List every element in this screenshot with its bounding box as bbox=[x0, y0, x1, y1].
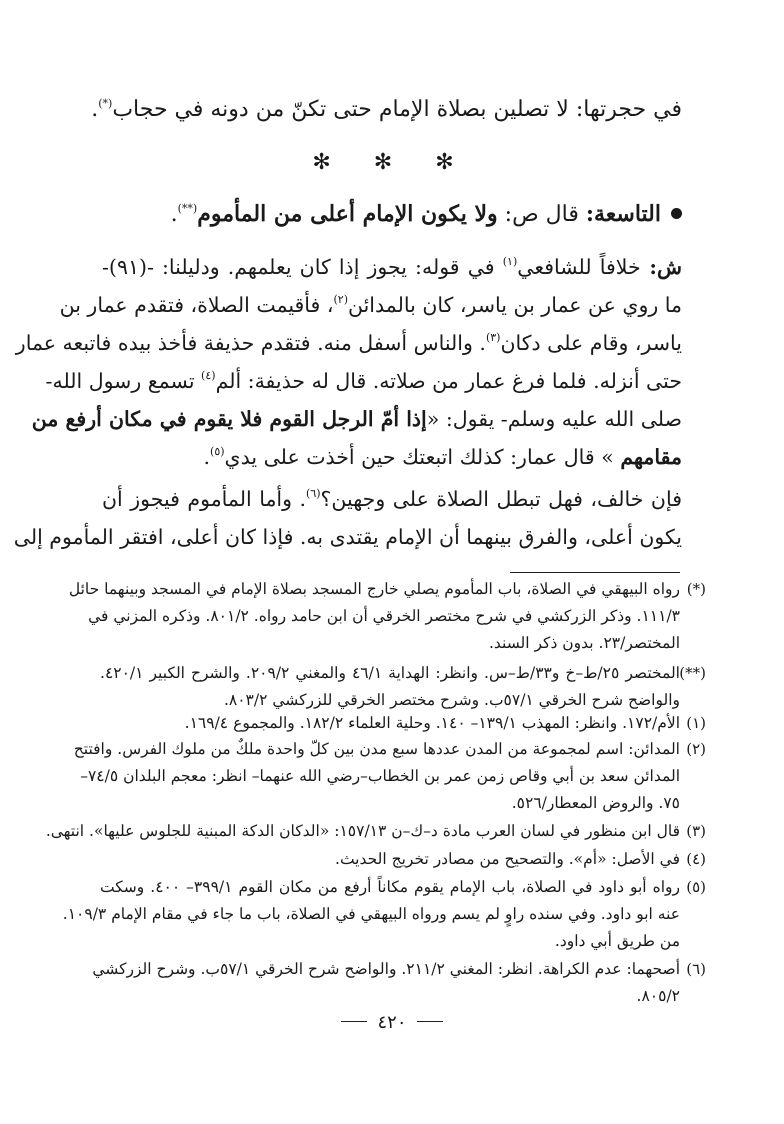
footnote-number: (٢) bbox=[686, 740, 706, 758]
page-number-text: ٤٢٠ bbox=[377, 1012, 407, 1033]
footnote-line: الأم/١٧٢. وانظر: المهذب ١٣٩/١– ١٤٠. وحلية العلماء ١٨٢/٢. والمجموع ١٦٩/٤. bbox=[184, 714, 680, 732]
footnote-3 bbox=[45, 818, 706, 845]
footnote-line: ٨٠٥/٢. bbox=[636, 987, 680, 1005]
footnote-line: رواه أبو داود في الصلاة، باب الإمام يقوم مكاناً أرفع من مكان القوم ٣٩٩/١– ٤٠٠. وسكت bbox=[100, 878, 680, 896]
footnote-ref: (٦) bbox=[306, 487, 321, 500]
text-span: ما روي عن عمار بن ياسر، كان بالمدائن bbox=[348, 293, 682, 317]
text-span: . bbox=[203, 445, 211, 469]
text-span: حتى أنزله. فلما فرغ عمار من صلاته. قال له حذيفة: ألم bbox=[215, 369, 682, 393]
text-line bbox=[15, 324, 682, 362]
footnote-1 bbox=[100, 710, 706, 737]
footnote-ref: (٤) bbox=[201, 369, 216, 382]
footnote-line: من طريق أبي داود. bbox=[554, 932, 680, 950]
footnote-line: ٧٥. والروض المعطار/٥٢٦. bbox=[511, 794, 680, 812]
footnote-number: (٤) bbox=[686, 850, 706, 868]
footnote-line: المختصر/٢٣. بدون ذكر السند. bbox=[488, 634, 680, 652]
footnote-2 bbox=[73, 736, 706, 817]
footnote-line: المدائن سعد بن أبي وقاص زمن عمر بن الخطاب–رضي الله عنهما– انظر: معجم البلدان ٧٤/٥– bbox=[80, 767, 680, 785]
bullet-icon bbox=[671, 208, 682, 219]
text-line bbox=[13, 518, 682, 556]
text-span: ياسر، وقام على دكان bbox=[500, 331, 682, 355]
footnote-line: والواضح شرح الخرقي ٥٧/١ب. وشرح مختصر الخرقي للزركشي ٨٠٣/٢. bbox=[223, 691, 680, 709]
text-span: يكون أعلى، والفرق بينهما أن الإمام يقتدى به. فإذا كان أعلى، افتقر المأموم إلى bbox=[13, 525, 682, 549]
top-line-end: . bbox=[91, 97, 99, 122]
footnote-ref: (١) bbox=[502, 255, 518, 268]
text-span: تسمع رسول الله- bbox=[45, 369, 202, 393]
footnote-line: المدائن: اسم لمجموعة من المدن عددها سبع مدن بين كلّ واحدة ملكٌ من ملوك الفرس. وافتتح bbox=[73, 740, 680, 758]
footnote-line: المختصر ٢٥/ط–خ و٣٣/ط–س. وانظر: الهداية ٤٦/١ والمغني ٢٠٩/٢. والشرح الكبير ٤٢٠/١. bbox=[100, 664, 680, 682]
heading-intro: قال ص: bbox=[504, 202, 579, 227]
footnote-star1 bbox=[68, 576, 706, 657]
section-heading bbox=[102, 196, 682, 233]
heading-end: . bbox=[170, 202, 178, 227]
footnote-number: (*) bbox=[686, 580, 706, 598]
paragraph-1 bbox=[15, 248, 682, 476]
text-span: خلافاً للشافعي bbox=[517, 255, 641, 279]
footnote-4 bbox=[100, 846, 706, 873]
footnote-ref: (٥) bbox=[210, 445, 225, 458]
text-span: » قال عمار: كذلك اتبعتك حين أخذت على يدي bbox=[224, 445, 614, 469]
top-line-text: في حجرتها: لا تصلين بصلاة الإمام حتى تكنّ من دونه في حجاب bbox=[112, 97, 682, 122]
text-span: صلى الله عليه وسلم- يقول: « bbox=[426, 407, 682, 431]
text-span: . والناس أسفل منه. فتقدم حذيفة فأخذ بيده فاتبعه عمار bbox=[15, 331, 486, 355]
text-line bbox=[59, 286, 682, 324]
footnote-divider bbox=[510, 572, 680, 573]
footnote-line: في الأصل: «أم». والتصحيح من مصادر تخريج الحديث. bbox=[335, 850, 680, 868]
footnote-number: (١) bbox=[686, 714, 706, 732]
footnote-star2 bbox=[100, 660, 706, 714]
heading-lead: التاسعة: bbox=[585, 201, 661, 227]
text-span: ، فأقيمت الصلاة، فتقدم عمار بن bbox=[59, 293, 334, 317]
text-span: فإن خالف، فهل تبطل الصلاة على وجهين؟ bbox=[320, 487, 682, 511]
text-span: في قوله: يجوز إذا كان يعلمهم. ودليلنا: -(٩١)- bbox=[102, 255, 503, 279]
footnote-number: (**) bbox=[679, 664, 706, 682]
footnote-line: عنه ابو داود. وفي سنده راوٍ لم يسم ورواه البيهقي في الصلاة، باب ما جاء في مقام الإمام ١٠٩/٣. bbox=[62, 905, 680, 923]
text-line bbox=[31, 400, 682, 438]
footnote-ref: (٢) bbox=[333, 293, 348, 306]
text-line bbox=[102, 480, 682, 518]
hadith-text: إذا أمّ الرجل القوم فلا يقوم في مكان أرفع من bbox=[31, 407, 427, 431]
footnote-line: أصحهما: عدم الكراهة. انظر: المغني ٢١١/٢. والواضح شرح الخرقي ٥٧/١ب. وشرح الزركشي bbox=[92, 960, 680, 978]
footnote-line: ١١١/٣. وذكر الزركشي في شرح مختصر الخرقي أن ابن حامد رواه. ٨٠١/٢. وذكره المزني في bbox=[88, 607, 680, 625]
text-line bbox=[102, 438, 682, 476]
footnote-ref: (٣) bbox=[485, 331, 501, 344]
footnote-number: (٣) bbox=[686, 822, 706, 840]
footnote-5 bbox=[62, 874, 706, 955]
paragraph-2 bbox=[13, 480, 682, 556]
text-line bbox=[45, 362, 682, 400]
footnote-number: (٥) bbox=[686, 878, 706, 896]
footnote-line: رواه البيهقي في الصلاة، باب المأموم يصلي خارج المسجد بصلاة الإمام في المسجد وبينهما حائل bbox=[68, 580, 680, 598]
hadith-text: مقامهم bbox=[620, 445, 682, 469]
speaker-mark: ش: bbox=[640, 255, 682, 279]
text-line bbox=[102, 248, 682, 286]
heading-bold: ولا يكون الإمام أعلى من المأموم bbox=[197, 201, 498, 227]
text-span: . وأما المأموم فيجوز أن bbox=[102, 487, 307, 511]
footnote-number: (٦) bbox=[686, 960, 706, 978]
footnote-ref: (*) bbox=[98, 97, 113, 110]
footnote-line: قال ابن منظور في لسان العرب مادة د–ك–ن ١٥٧/١٣: «الدكان الدكة المبنية للجلوس عليها». انتهى. bbox=[45, 822, 680, 840]
page-number bbox=[0, 1012, 784, 1033]
section-separator: ✻ ✻ ✻ bbox=[312, 150, 472, 175]
footnote-ref: (**) bbox=[177, 202, 198, 215]
top-line bbox=[91, 92, 682, 128]
footnote-6 bbox=[92, 956, 706, 1010]
